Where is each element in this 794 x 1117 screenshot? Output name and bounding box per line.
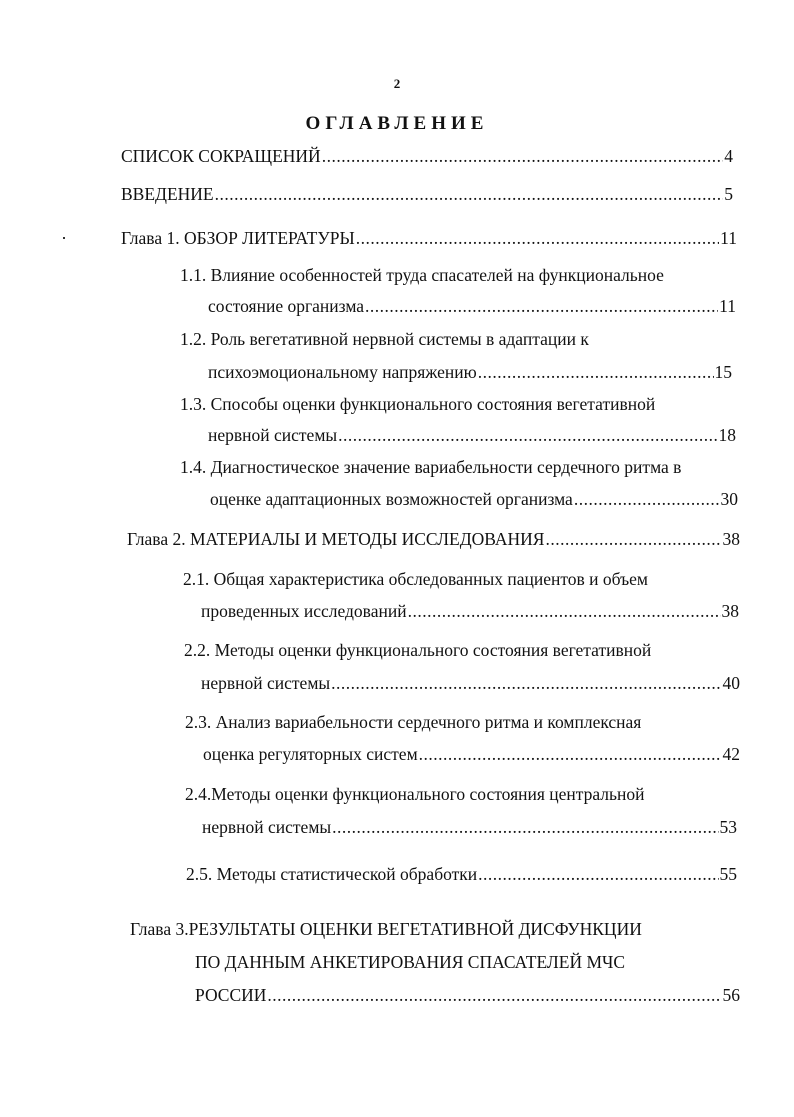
leader-dots [478,866,718,884]
leader-dots [365,298,718,316]
toc-entry-2-1[interactable] [183,571,739,623]
leader-dots [215,186,724,204]
toc-entry-title: Глава 2. МАТЕРИАЛЫ И МЕТОДЫ ИССЛЕДОВАНИЯ [127,529,545,549]
toc-entry-page: 38 [721,601,739,621]
toc-entry-title-line2: оценка регуляторных систем [203,744,418,764]
toc-entry-title-line1: Глава 3.РЕЗУЛЬТАТЫ ОЦЕНКИ ВЕГЕТАТИВНОЙ ДИСФУНКЦИИ [130,919,642,939]
toc-entry-title-line2: проведенных исследований [201,601,407,621]
toc-entry-title-line1: 2.4.Методы оценки функционального состояния центральной [185,784,645,804]
toc-entry-page: 53 [719,817,737,837]
toc-title: ОГЛАВЛЕНИЕ [305,113,489,134]
toc-entry-1-2[interactable] [180,331,732,383]
toc-entry-1-1[interactable] [180,267,736,319]
toc-entry-page: 5 [724,184,733,204]
toc-entry-title-line1: 2.3. Анализ вариабельности сердечного ритма и комплексная [185,712,642,732]
toc-entry-page: 56 [722,985,740,1005]
leader-dots [332,819,718,837]
toc-entry-2-2[interactable] [184,642,740,694]
toc-entry-title-line2: нервной системы [208,425,338,445]
toc-entry-title-line1: 1.1. Влияние особенностей труда спасателей на функциональное [180,265,664,285]
toc-entry-title-line2: психоэмоциональному напряжению [208,362,477,382]
toc-entry-page: 40 [722,673,740,693]
toc-entry-title-line1: 1.3. Способы оценки функционального состояния вегетативной [180,394,656,414]
leader-dots [322,148,724,166]
toc-entry-title: СПИСОК СОКРАЩЕНИЙ [121,146,321,166]
toc-entry-title: Глава 1. ОБЗОР ЛИТЕРАТУРЫ [121,228,355,248]
toc-entry-2-4[interactable] [185,786,737,838]
toc-entry-page: 18 [718,425,736,445]
toc-entry-page: 15 [714,362,732,382]
toc-entry-title: 2.5. Методы статистической обработки [186,864,478,884]
scan-speck [63,237,65,239]
toc-entry-2-3[interactable] [185,714,740,766]
leader-dots [545,531,721,549]
leader-dots [574,491,720,509]
toc-entry-title-line3: РОССИИ [195,985,267,1005]
toc-entry-page: 4 [724,146,733,166]
leader-dots [478,364,714,382]
leader-dots [267,987,721,1005]
toc-entry-title-line2: нервной системы [201,673,331,693]
toc-entry-title-line1: 2.2. Методы оценки функционального состояния вегетативной [184,640,652,660]
toc-entry-title: ВВЕДЕНИЕ [121,184,214,204]
toc-entry-1-3[interactable] [180,396,736,448]
toc-entry-page: 42 [722,744,740,764]
toc-entry-title-line1: 1.4. Диагностическое значение вариабельности сердечного ритма в [180,457,682,477]
toc-entry-page: 55 [719,864,737,884]
toc-entry-title-line2: состояние организма [208,296,365,316]
leader-dots [419,746,722,764]
toc-entry-page: 11 [720,228,737,248]
toc-entry-title-line1: 2.1. Общая характеристика обследованных пациентов и объем [183,569,649,589]
leader-dots [338,427,717,445]
toc-entry-page: 30 [720,489,738,509]
toc-entry-title-line2: нервной системы [202,817,332,837]
toc-entry-page: 38 [722,529,740,549]
toc-entry-title-line2: оценке адаптационных возможностей организма [210,489,573,509]
page-number: 2 [393,76,401,91]
leader-dots [356,230,719,248]
toc-entry-1-4[interactable] [180,459,738,511]
toc-entry-chapter-3[interactable] [130,921,740,1011]
leader-dots [408,603,721,621]
toc-entry-page: 11 [719,296,736,316]
toc-entry-title-line1: 1.2. Роль вегетативной нервной системы в адаптации к [180,329,589,349]
toc-entry-title-line2: ПО ДАННЫМ АНКЕТИРОВАНИЯ СПАСАТЕЛЕЙ МЧС [195,952,626,972]
leader-dots [331,675,721,693]
